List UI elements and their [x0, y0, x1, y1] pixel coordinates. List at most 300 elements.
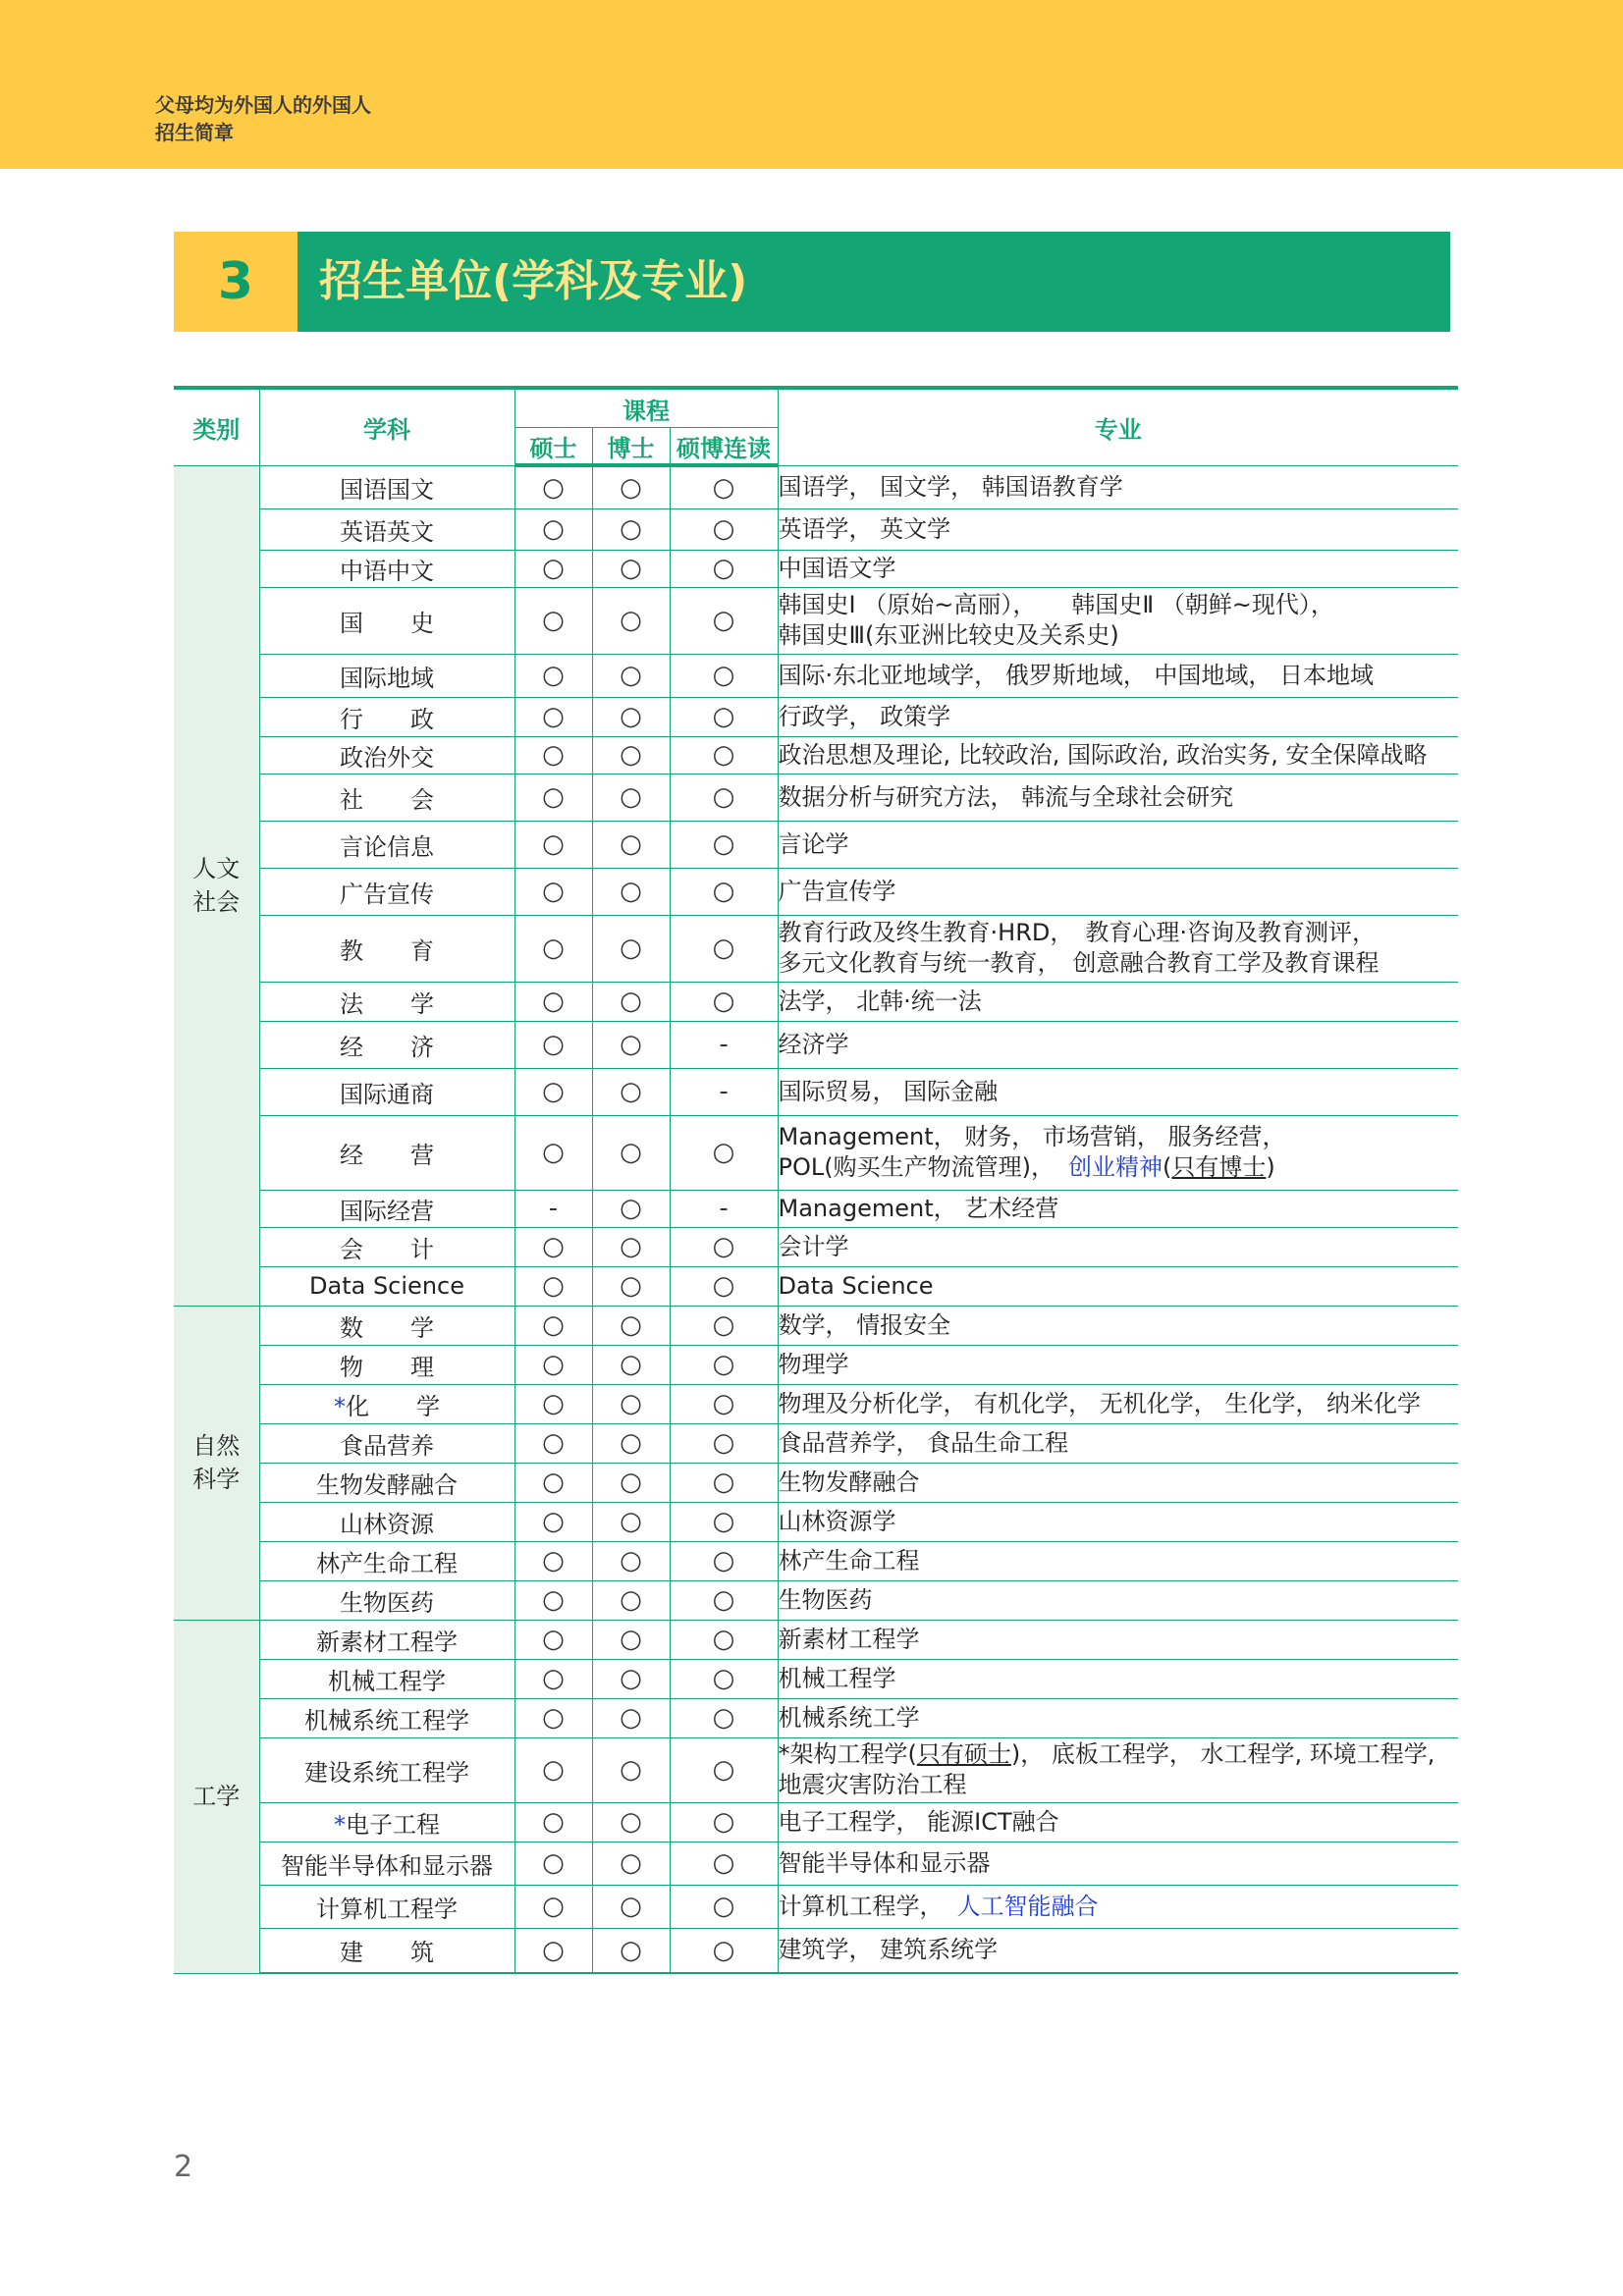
subject-name: 行 政	[340, 705, 434, 733]
major-cell	[778, 1190, 1458, 1227]
major-text: 会计学	[778, 1232, 849, 1260]
availability-mark: ○	[514, 1306, 592, 1345]
header-major: 专业	[778, 388, 1458, 465]
subject-cell	[259, 1737, 514, 1802]
availability-mark: ○	[670, 774, 778, 821]
availability-mark: ○	[592, 982, 670, 1021]
document-title-line1: 父母均为外国人的外国人	[155, 93, 371, 117]
major-text: 数据分析与研究方法， 韩流与全球社会研究	[778, 782, 1234, 811]
subject-cell	[259, 1928, 514, 1973]
document-title	[155, 91, 371, 146]
major-cell	[778, 587, 1458, 654]
major-cell	[778, 1885, 1458, 1928]
table-row	[174, 1580, 1458, 1620]
major-text: 政治思想及理论, 比较政治, 国际政治, 政治实务, 安全保障战略	[778, 740, 1428, 769]
availability-mark: ○	[514, 587, 592, 654]
major-text: 生物发酵融合	[778, 1468, 920, 1496]
major-text: Management， 艺术经营	[778, 1194, 1059, 1222]
availability-mark: ○	[670, 465, 778, 508]
availability-mark: ○	[514, 654, 592, 697]
availability-mark: ○	[592, 774, 670, 821]
table-row	[174, 587, 1458, 654]
major-text-line: 韩国史Ⅰ （原始~高丽）， 韩国史Ⅱ （朝鲜~现代），	[778, 591, 1334, 618]
availability-mark: ○	[592, 1463, 670, 1502]
major-cell	[778, 1698, 1458, 1737]
section-number: 3	[174, 232, 298, 332]
subject-cell	[259, 1423, 514, 1463]
availability-mark: ○	[670, 1345, 778, 1384]
major-cell	[778, 736, 1458, 774]
table-row	[174, 1737, 1458, 1802]
subject-name: 计算机工程学	[316, 1895, 458, 1923]
subject-cell	[259, 1115, 514, 1190]
header-doctor: 博士	[592, 428, 670, 466]
availability-mark: ○	[592, 1384, 670, 1423]
availability-mark: ○	[670, 1580, 778, 1620]
major-text: 生物医药	[778, 1585, 873, 1614]
subject-cell	[259, 1541, 514, 1580]
availability-mark: ○	[514, 1463, 592, 1502]
major-text: 国际贸易， 国际金融	[778, 1077, 999, 1105]
subject-cell	[259, 465, 514, 508]
major-note: 只有硕士	[916, 1740, 1011, 1768]
availability-mark: ○	[514, 1885, 592, 1928]
availability-mark: ○	[514, 1115, 592, 1190]
subject-name: 中语中文	[340, 557, 434, 585]
subject-cell	[259, 508, 514, 550]
availability-mark: ○	[670, 654, 778, 697]
major-text: 行政学， 政策学	[778, 702, 951, 730]
major-text: 建筑学， 建筑系统学	[778, 1936, 999, 1964]
table-row	[174, 915, 1458, 982]
subject-cell	[259, 1384, 514, 1423]
major-text: )	[1266, 1153, 1275, 1181]
availability-mark: ○	[670, 1227, 778, 1266]
availability-mark: ○	[670, 508, 778, 550]
section-title: 招生单位(学科及专业)	[298, 232, 1450, 332]
major-cell	[778, 1227, 1458, 1266]
availability-mark: ○	[514, 1659, 592, 1698]
availability-mark: ○	[670, 1620, 778, 1659]
major-cell	[778, 1580, 1458, 1620]
major-cell	[778, 1659, 1458, 1698]
major-text-line	[779, 1152, 1459, 1183]
availability-mark: -	[670, 1190, 778, 1227]
availability-mark: ○	[514, 1802, 592, 1842]
availability-mark: ○	[592, 1190, 670, 1227]
major-highlight: 人工智能融合	[956, 1892, 1099, 1920]
major-cell	[778, 915, 1458, 982]
major-text: POL(购买生产物流管理)，	[778, 1153, 1055, 1181]
table-row	[174, 697, 1458, 736]
major-cell	[778, 697, 1458, 736]
availability-mark: ○	[592, 587, 670, 654]
subject-cell	[259, 1306, 514, 1345]
availability-mark: ○	[514, 736, 592, 774]
availability-mark: ○	[670, 587, 778, 654]
table-row	[174, 1115, 1458, 1190]
major-cell	[778, 1541, 1458, 1580]
availability-mark: ○	[592, 1306, 670, 1345]
availability-mark: ○	[592, 1737, 670, 1802]
availability-mark: ○	[514, 1266, 592, 1306]
subject-cell	[259, 1802, 514, 1842]
subject-cell	[259, 868, 514, 915]
availability-mark: ○	[670, 1423, 778, 1463]
availability-mark: ○	[592, 1068, 670, 1115]
major-cell	[778, 1021, 1458, 1068]
subject-name: 化 学	[346, 1392, 440, 1420]
subject-name: 物 理	[340, 1353, 434, 1381]
subject-cell	[259, 1580, 514, 1620]
availability-mark: ○	[514, 1842, 592, 1885]
availability-mark: -	[670, 1021, 778, 1068]
availability-mark: ○	[514, 1698, 592, 1737]
subject-note-mark: *	[334, 1392, 346, 1420]
table-row	[174, 1698, 1458, 1737]
table-row	[174, 1384, 1458, 1423]
table-row	[174, 868, 1458, 915]
availability-mark: ○	[514, 1737, 592, 1802]
subject-name: 机械系统工程学	[304, 1706, 469, 1735]
table-row	[174, 774, 1458, 821]
availability-mark: ○	[592, 1928, 670, 1973]
table-row	[174, 654, 1458, 697]
table-row	[174, 1266, 1458, 1306]
major-text-line: 地震灾害防治工程	[778, 1771, 967, 1798]
availability-mark: ○	[592, 654, 670, 697]
subject-name: 国际地域	[340, 664, 434, 692]
majors-table	[174, 386, 1458, 1974]
table-row	[174, 1842, 1458, 1885]
subject-name: 数 学	[340, 1313, 434, 1342]
subject-cell	[259, 550, 514, 587]
subject-name: 国际通商	[340, 1080, 434, 1108]
header-integrated: 硕博连读	[670, 428, 778, 466]
subject-cell	[259, 654, 514, 697]
subject-cell	[259, 1842, 514, 1885]
table-row	[174, 1306, 1458, 1345]
major-text: 法学， 北韩·统一法	[778, 987, 982, 1015]
availability-mark: -	[670, 1068, 778, 1115]
availability-mark: ○	[592, 1659, 670, 1698]
category-cell	[174, 1620, 259, 1973]
major-cell	[778, 774, 1458, 821]
major-text: 英语学， 英文学	[778, 514, 951, 543]
major-note: 只有博士	[1171, 1153, 1267, 1181]
availability-mark: ○	[592, 915, 670, 982]
header-subject: 学科	[259, 388, 514, 465]
subject-cell	[259, 736, 514, 774]
major-cell	[778, 1620, 1458, 1659]
major-cell	[778, 654, 1458, 697]
subject-cell	[259, 982, 514, 1021]
major-cell	[778, 1423, 1458, 1463]
major-cell	[778, 1463, 1458, 1502]
subject-name: 言论信息	[340, 832, 434, 861]
subject-name: 林产生命工程	[316, 1549, 458, 1577]
availability-mark: ○	[592, 465, 670, 508]
availability-mark: ○	[514, 1620, 592, 1659]
subject-cell	[259, 587, 514, 654]
major-text-line: 教育行政及终生教育·HRD， 教育心理·咨询及教育测评，	[778, 919, 1376, 946]
document-title-line2: 招生简章	[155, 121, 234, 144]
major-cell	[778, 1384, 1458, 1423]
subject-name: 建设系统工程学	[304, 1758, 469, 1787]
availability-mark: ○	[514, 697, 592, 736]
availability-mark: ○	[514, 1384, 592, 1423]
category-label-line: 工学	[192, 1783, 241, 1810]
category-label-line: 社会	[192, 888, 241, 916]
subject-name: 生物医药	[340, 1588, 434, 1617]
major-text: 智能半导体和显示器	[778, 1848, 991, 1877]
category-cell	[174, 465, 259, 1306]
availability-mark: ○	[592, 1021, 670, 1068]
availability-mark: ○	[514, 774, 592, 821]
major-text: 林产生命工程	[778, 1546, 920, 1575]
availability-mark: ○	[670, 1502, 778, 1541]
availability-mark: ○	[592, 1580, 670, 1620]
major-cell	[778, 465, 1458, 508]
availability-mark: ○	[592, 1842, 670, 1885]
availability-mark: ○	[514, 821, 592, 868]
major-text: 山林资源学	[778, 1507, 896, 1535]
availability-mark: ○	[670, 550, 778, 587]
availability-mark: ○	[514, 1345, 592, 1384]
major-text: 机械系统工学	[778, 1703, 920, 1732]
major-text: 国际·东北亚地域学， 俄罗斯地域， 中国地域， 日本地域	[778, 661, 1375, 689]
major-text: 广告宣传学	[778, 877, 896, 905]
major-text-line	[779, 1739, 1459, 1770]
availability-mark: ○	[592, 1885, 670, 1928]
major-text: 机械工程学	[778, 1664, 896, 1692]
table-row	[174, 1345, 1458, 1384]
availability-mark: ○	[514, 508, 592, 550]
subject-name: 机械工程学	[328, 1667, 446, 1695]
header-master: 硕士	[514, 428, 592, 466]
availability-mark: ○	[670, 1659, 778, 1698]
availability-mark: ○	[592, 1266, 670, 1306]
table-row	[174, 1502, 1458, 1541]
subject-cell	[259, 1620, 514, 1659]
availability-mark: ○	[514, 1021, 592, 1068]
availability-mark: ○	[670, 1802, 778, 1842]
subject-cell	[259, 1463, 514, 1502]
table-row	[174, 1885, 1458, 1928]
major-highlight: 创业精神	[1067, 1153, 1163, 1181]
table-row	[174, 1463, 1458, 1502]
major-cell	[778, 1737, 1458, 1802]
category-cell	[174, 1306, 259, 1620]
subject-name: 经 营	[340, 1141, 434, 1169]
availability-mark: ○	[670, 1885, 778, 1928]
category-label-line: 科学	[192, 1466, 241, 1493]
availability-mark: ○	[592, 1227, 670, 1266]
availability-mark: ○	[514, 550, 592, 587]
category-label-line: 人文	[192, 855, 241, 882]
major-text: 言论学	[778, 829, 849, 858]
subject-cell	[259, 1021, 514, 1068]
major-text: 经济学	[778, 1030, 849, 1058]
availability-mark: ○	[670, 982, 778, 1021]
subject-cell	[259, 1190, 514, 1227]
subject-name: 新素材工程学	[316, 1628, 458, 1656]
subject-name: 国际经营	[340, 1197, 434, 1225]
availability-mark: ○	[592, 1345, 670, 1384]
subject-cell	[259, 915, 514, 982]
table-row	[174, 1541, 1458, 1580]
major-cell	[778, 1068, 1458, 1115]
table-row	[174, 736, 1458, 774]
subject-name: 山林资源	[340, 1510, 434, 1538]
major-cell	[778, 550, 1458, 587]
table-row	[174, 508, 1458, 550]
major-text: 物理学	[778, 1350, 849, 1378]
table-row	[174, 1423, 1458, 1463]
subject-cell	[259, 1068, 514, 1115]
subject-cell	[259, 1885, 514, 1928]
table-row	[174, 550, 1458, 587]
section-heading	[174, 232, 1450, 332]
header-category: 类别	[174, 388, 259, 465]
major-cell	[778, 508, 1458, 550]
availability-mark: ○	[514, 1928, 592, 1973]
availability-mark: ○	[670, 915, 778, 982]
table-row	[174, 1802, 1458, 1842]
subject-cell	[259, 697, 514, 736]
availability-mark: ○	[514, 1423, 592, 1463]
subject-cell	[259, 1345, 514, 1384]
table-row	[174, 465, 1458, 508]
subject-name: 建 筑	[340, 1939, 434, 1967]
table-row	[174, 1659, 1458, 1698]
major-text: 数学， 情报安全	[778, 1310, 951, 1339]
subject-name: 智能半导体和显示器	[281, 1851, 493, 1880]
subject-cell	[259, 774, 514, 821]
table-row	[174, 982, 1458, 1021]
subject-name: 生物发酵融合	[316, 1470, 458, 1499]
subject-note-mark: *	[334, 1810, 346, 1839]
major-text: 食品营养学， 食品生命工程	[778, 1428, 1069, 1457]
availability-mark: ○	[514, 1068, 592, 1115]
availability-mark: ○	[514, 1502, 592, 1541]
availability-mark: ○	[670, 736, 778, 774]
subject-name: 社 会	[340, 785, 434, 814]
major-text: 国语学， 国文学， 韩国语教育学	[778, 472, 1123, 501]
subject-name: 会 计	[340, 1235, 434, 1263]
availability-mark: ○	[592, 1502, 670, 1541]
subject-name: 经 济	[340, 1033, 434, 1061]
header-course: 课程	[514, 388, 778, 428]
availability-mark: ○	[514, 915, 592, 982]
major-cell	[778, 1306, 1458, 1345]
subject-name: 食品营养	[340, 1431, 434, 1460]
availability-mark: ○	[670, 1306, 778, 1345]
major-cell	[778, 1266, 1458, 1306]
major-cell	[778, 1842, 1458, 1885]
availability-mark: -	[514, 1190, 592, 1227]
availability-mark: ○	[670, 821, 778, 868]
subject-name: Data Science	[309, 1272, 464, 1300]
availability-mark: ○	[670, 1541, 778, 1580]
table-row	[174, 1190, 1458, 1227]
availability-mark: ○	[670, 1928, 778, 1973]
availability-mark: ○	[592, 1620, 670, 1659]
availability-mark: ○	[514, 1541, 592, 1580]
major-cell	[778, 1115, 1458, 1190]
availability-mark: ○	[592, 697, 670, 736]
category-label-line: 自然	[192, 1432, 241, 1460]
major-text-line: Management， 财务， 市场营销， 服务经营，	[778, 1123, 1286, 1150]
major-cell	[778, 821, 1458, 868]
availability-mark: ○	[670, 1384, 778, 1423]
availability-mark: ○	[670, 1463, 778, 1502]
availability-mark: ○	[670, 1737, 778, 1802]
subject-cell	[259, 1227, 514, 1266]
availability-mark: ○	[670, 1266, 778, 1306]
major-cell	[778, 982, 1458, 1021]
subject-name: 国 史	[340, 609, 434, 637]
major-text: Data Science	[778, 1271, 934, 1300]
table-row	[174, 821, 1458, 868]
major-text: 物理及分析化学， 有机化学， 无机化学， 生化学， 纳米化学	[778, 1389, 1422, 1417]
subject-cell	[259, 1266, 514, 1306]
availability-mark: ○	[592, 1698, 670, 1737]
availability-mark: ○	[592, 1115, 670, 1190]
subject-name: 教 育	[340, 936, 434, 965]
availability-mark: ○	[592, 1802, 670, 1842]
majors-table-body	[174, 465, 1458, 1973]
major-text: )， 底板工程学， 水工程学, 环境工程学,	[1010, 1740, 1435, 1768]
major-text: 中国语文学	[778, 554, 896, 582]
availability-mark: ○	[514, 465, 592, 508]
availability-mark: ○	[514, 982, 592, 1021]
subject-cell	[259, 1698, 514, 1737]
availability-mark: ○	[670, 868, 778, 915]
subject-name: 广告宣传	[340, 880, 434, 908]
availability-mark: ○	[670, 1842, 778, 1885]
availability-mark: ○	[592, 821, 670, 868]
major-text: 新素材工程学	[778, 1625, 920, 1653]
availability-mark: ○	[592, 508, 670, 550]
subject-name: 电子工程	[346, 1810, 440, 1839]
subject-cell	[259, 1502, 514, 1541]
subject-name: 英语英文	[340, 517, 434, 546]
availability-mark: ○	[514, 1580, 592, 1620]
major-cell	[778, 868, 1458, 915]
availability-mark: ○	[670, 697, 778, 736]
table-row	[174, 1021, 1458, 1068]
subject-name: 法 学	[340, 989, 434, 1018]
availability-mark: ○	[592, 1423, 670, 1463]
subject-cell	[259, 1659, 514, 1698]
table-row	[174, 1928, 1458, 1973]
major-text: 计算机工程学，	[778, 1892, 944, 1920]
availability-mark: ○	[592, 1541, 670, 1580]
availability-mark: ○	[514, 868, 592, 915]
major-text: (	[1162, 1153, 1172, 1181]
table-row	[174, 1620, 1458, 1659]
subject-cell	[259, 821, 514, 868]
page-number: 2	[174, 2150, 193, 2184]
major-text: *架构工程学(	[778, 1740, 917, 1768]
availability-mark: ○	[670, 1698, 778, 1737]
availability-mark: ○	[592, 736, 670, 774]
table-row	[174, 1068, 1458, 1115]
availability-mark: ○	[670, 1115, 778, 1190]
major-cell	[778, 1802, 1458, 1842]
subject-name: 政治外交	[340, 743, 434, 772]
